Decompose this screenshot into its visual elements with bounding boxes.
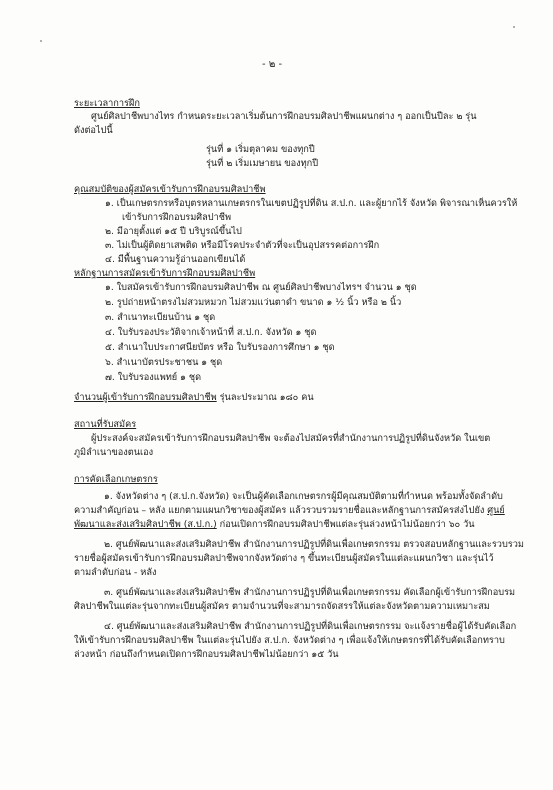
document-item: ๔. ใบรับรองประวัติจากเจ้าหน้าที่ ส.ป.ก. จังหวัด ๑ ชุด	[105, 327, 317, 338]
selection-p1-line2-underlined: ศูนย์	[487, 505, 505, 516]
document-item: ๑. ใบสมัครเข้ารับการฝึกอบรมศิลปาชีพ ณ ศูนย์ศิลปาชีพบางไทรฯ จำนวน ๑ ชุด	[105, 282, 417, 293]
qualification-item: เข้ารับการฝึกอบรมศิลปาชีพ	[122, 212, 232, 223]
period-para-line1: ศูนย์ศิลปาชีพบางไทร กำหนดระยะเวลาเริ่มต้นการฝึกอบรมศิลปาชีพแผนกต่าง ๆ ออกเป็นปีละ ๒ รุ่น	[91, 111, 477, 122]
period-para-line2: ดังต่อไปนี้	[74, 125, 113, 136]
document-item: ๓. สำเนาทะเบียนบ้าน ๑ ชุด	[105, 312, 216, 323]
scan-speck	[40, 40, 42, 42]
scan-speck	[513, 26, 515, 28]
qualification-item: ๒. มีอายุตั้งแต่ ๑๕ ปี บริบูรณ์ขึ้นไป	[105, 226, 242, 237]
selection-p3-line1: ๓. ศูนย์พัฒนาและส่งเสริมศิลปาชีพ สำนักงานการปฏิรูปที่ดินเพื่อเกษตรกรรม คัดเลือกผู้เข้ารับการฝึกอบรม	[104, 587, 516, 598]
document-item: ๖. สำเนาบัตรประชาชน ๑ ชุด	[105, 357, 223, 368]
selection-p4-line1: ๔. ศูนย์พัฒนาและส่งเสริมศิลปาชีพ สำนักงานการปฏิรูปที่ดินเพื่อเกษตรกรรม จะแจ้งรายชื่อผู้ได้รับคัดเลือก	[104, 621, 517, 632]
count-heading: จำนวนผู้เข้ารับการฝึกอบรมศิลปาชีพ	[74, 392, 217, 403]
selection-p4-line2: ให้เข้ารับการฝึกอบรมศิลปาชีพ ในแต่ละรุ่นไปยัง ส.ป.ก. จังหวัดต่าง ๆ เพื่อแจ้งให้เกษตรกรที่ได้รับคัดเลือกทราบ	[74, 635, 505, 646]
selection-p1-line1: ๑. จังหวัดต่าง ๆ (ส.ป.ก.จังหวัด) จะเป็นผู้คัดเลือกเกษตรกรผู้มีคุณสมบัติตามที่กำหนด พร้อมทั้งจัดลำดับ	[104, 491, 503, 502]
selection-p4-line3: ล่วงหน้า ก่อนถึงกำหนดเปิดการฝึกอบรมศิลปาชีพไม่น้อยกว่า ๑๕ วัน	[74, 649, 339, 660]
selection-p1-line3	[74, 518, 475, 531]
qualification-item: ๔. มีพื้นฐานความรู้อ่านออกเขียนได้	[105, 254, 246, 265]
documents-heading: หลักฐานการสมัครเข้ารับการฝึกอบรมศิลปาชีพ	[74, 268, 256, 279]
selection-p2-line2: รายชื่อผู้สมัครเข้ารับการฝึกอบรมศิลปาชีพจากจังหวัดต่าง ๆ ขึ้นทะเบียนผู้สมัครในแต่ละแผนกวิชา และรุ่นไว้	[74, 553, 494, 564]
count-text: รุ่นละประมาณ ๑๘๐ คน	[216, 392, 314, 403]
period-round-1: รุ่นที่ ๑ เริ่มตุลาคม ของทุกปี	[206, 144, 315, 155]
selection-p2-line3: ตามลำดับก่อน - หลัง	[74, 567, 157, 578]
qualification-item: ๓. ไม่เป็นผู้ติดยาเสพติด หรือมีโรคประจำตัวที่จะเป็นอุปสรรคต่อการฝึก	[105, 240, 380, 251]
selection-p1-line3-underlined: พัฒนาและส่งเสริมศิลปาชีพ (ส.ป.ก.)	[74, 519, 217, 530]
document-item: ๗. ใบรับรองแพทย์ ๑ ชุด	[105, 372, 202, 383]
place-para-line1: ผู้ประสงค์จะสมัครเข้ารับการฝึกอบรมศิลปาชีพ จะต้องไปสมัครที่สำนักงานการปฏิรูปที่ดินจังหวัด ในเขต	[91, 433, 491, 444]
qualification-item: ๑. เป็นเกษตรกรหรือบุตรหลานเกษตรกรในเขตปฏิรูปที่ดิน ส.ป.ก. และผู้ยากไร้ จังหวัด พิจารณาเห็นควรให้	[105, 198, 518, 209]
qualifications-heading: คุณสมบัติของผู้สมัครเข้ารับการฝึกอบรมศิลปาชีพ	[74, 184, 266, 195]
selection-p1-line2	[74, 504, 505, 517]
count-line	[74, 391, 314, 404]
selection-p1-line2-text: ความสำคัญก่อน – หลัง แยกตามแผนกวิชาของผู้สมัคร แล้วรวบรวมรายชื่อและหลักฐานการสมัครส่งไปยัง	[74, 505, 488, 516]
selection-p1-line3-text: ก่อนเปิดการฝึกอบรมศิลปาชีพแต่ละรุ่นล่วงหน้าไม่น้อยกว่า ๖๐ วัน	[216, 519, 475, 530]
period-heading: ระยะเวลาการฝึก	[74, 98, 140, 109]
selection-p3-line2: ศิลปาชีพในแต่ละรุ่นจากทะเบียนผู้สมัคร ตามจำนวนที่จะสามารถจัดสรรให้แต่ละจังหวัดตามความเหมาะสม	[74, 601, 490, 612]
period-round-2: รุ่นที่ ๒ เริ่มเมษายน ของทุกปี	[206, 158, 319, 169]
place-para-line2: ภูมิลำเนาของตนเอง	[74, 447, 154, 458]
place-heading: สถานที่รับสมัคร	[74, 419, 137, 430]
selection-heading: การคัดเลือกเกษตรกร	[74, 474, 158, 485]
selection-p2-line1: ๒. ศูนย์พัฒนาและส่งเสริมศิลปาชีพ สำนักงานการปฏิรูปที่ดินเพื่อเกษตรกรรม ตรวจสอบหลักฐานและรวบรวม	[104, 539, 524, 550]
page-number: - ๒ -	[262, 59, 283, 70]
document-item: ๒. รูปถ่ายหน้าตรงไม่สวมหมวก ไม่สวมแว่นตาดำ ขนาด ๑ ½ นิ้ว หรือ ๒ นิ้ว	[105, 297, 402, 308]
document-item: ๕. สำเนาใบประกาศนียบัตร หรือ ใบรับรองการศึกษา ๑ ชุด	[105, 342, 335, 353]
